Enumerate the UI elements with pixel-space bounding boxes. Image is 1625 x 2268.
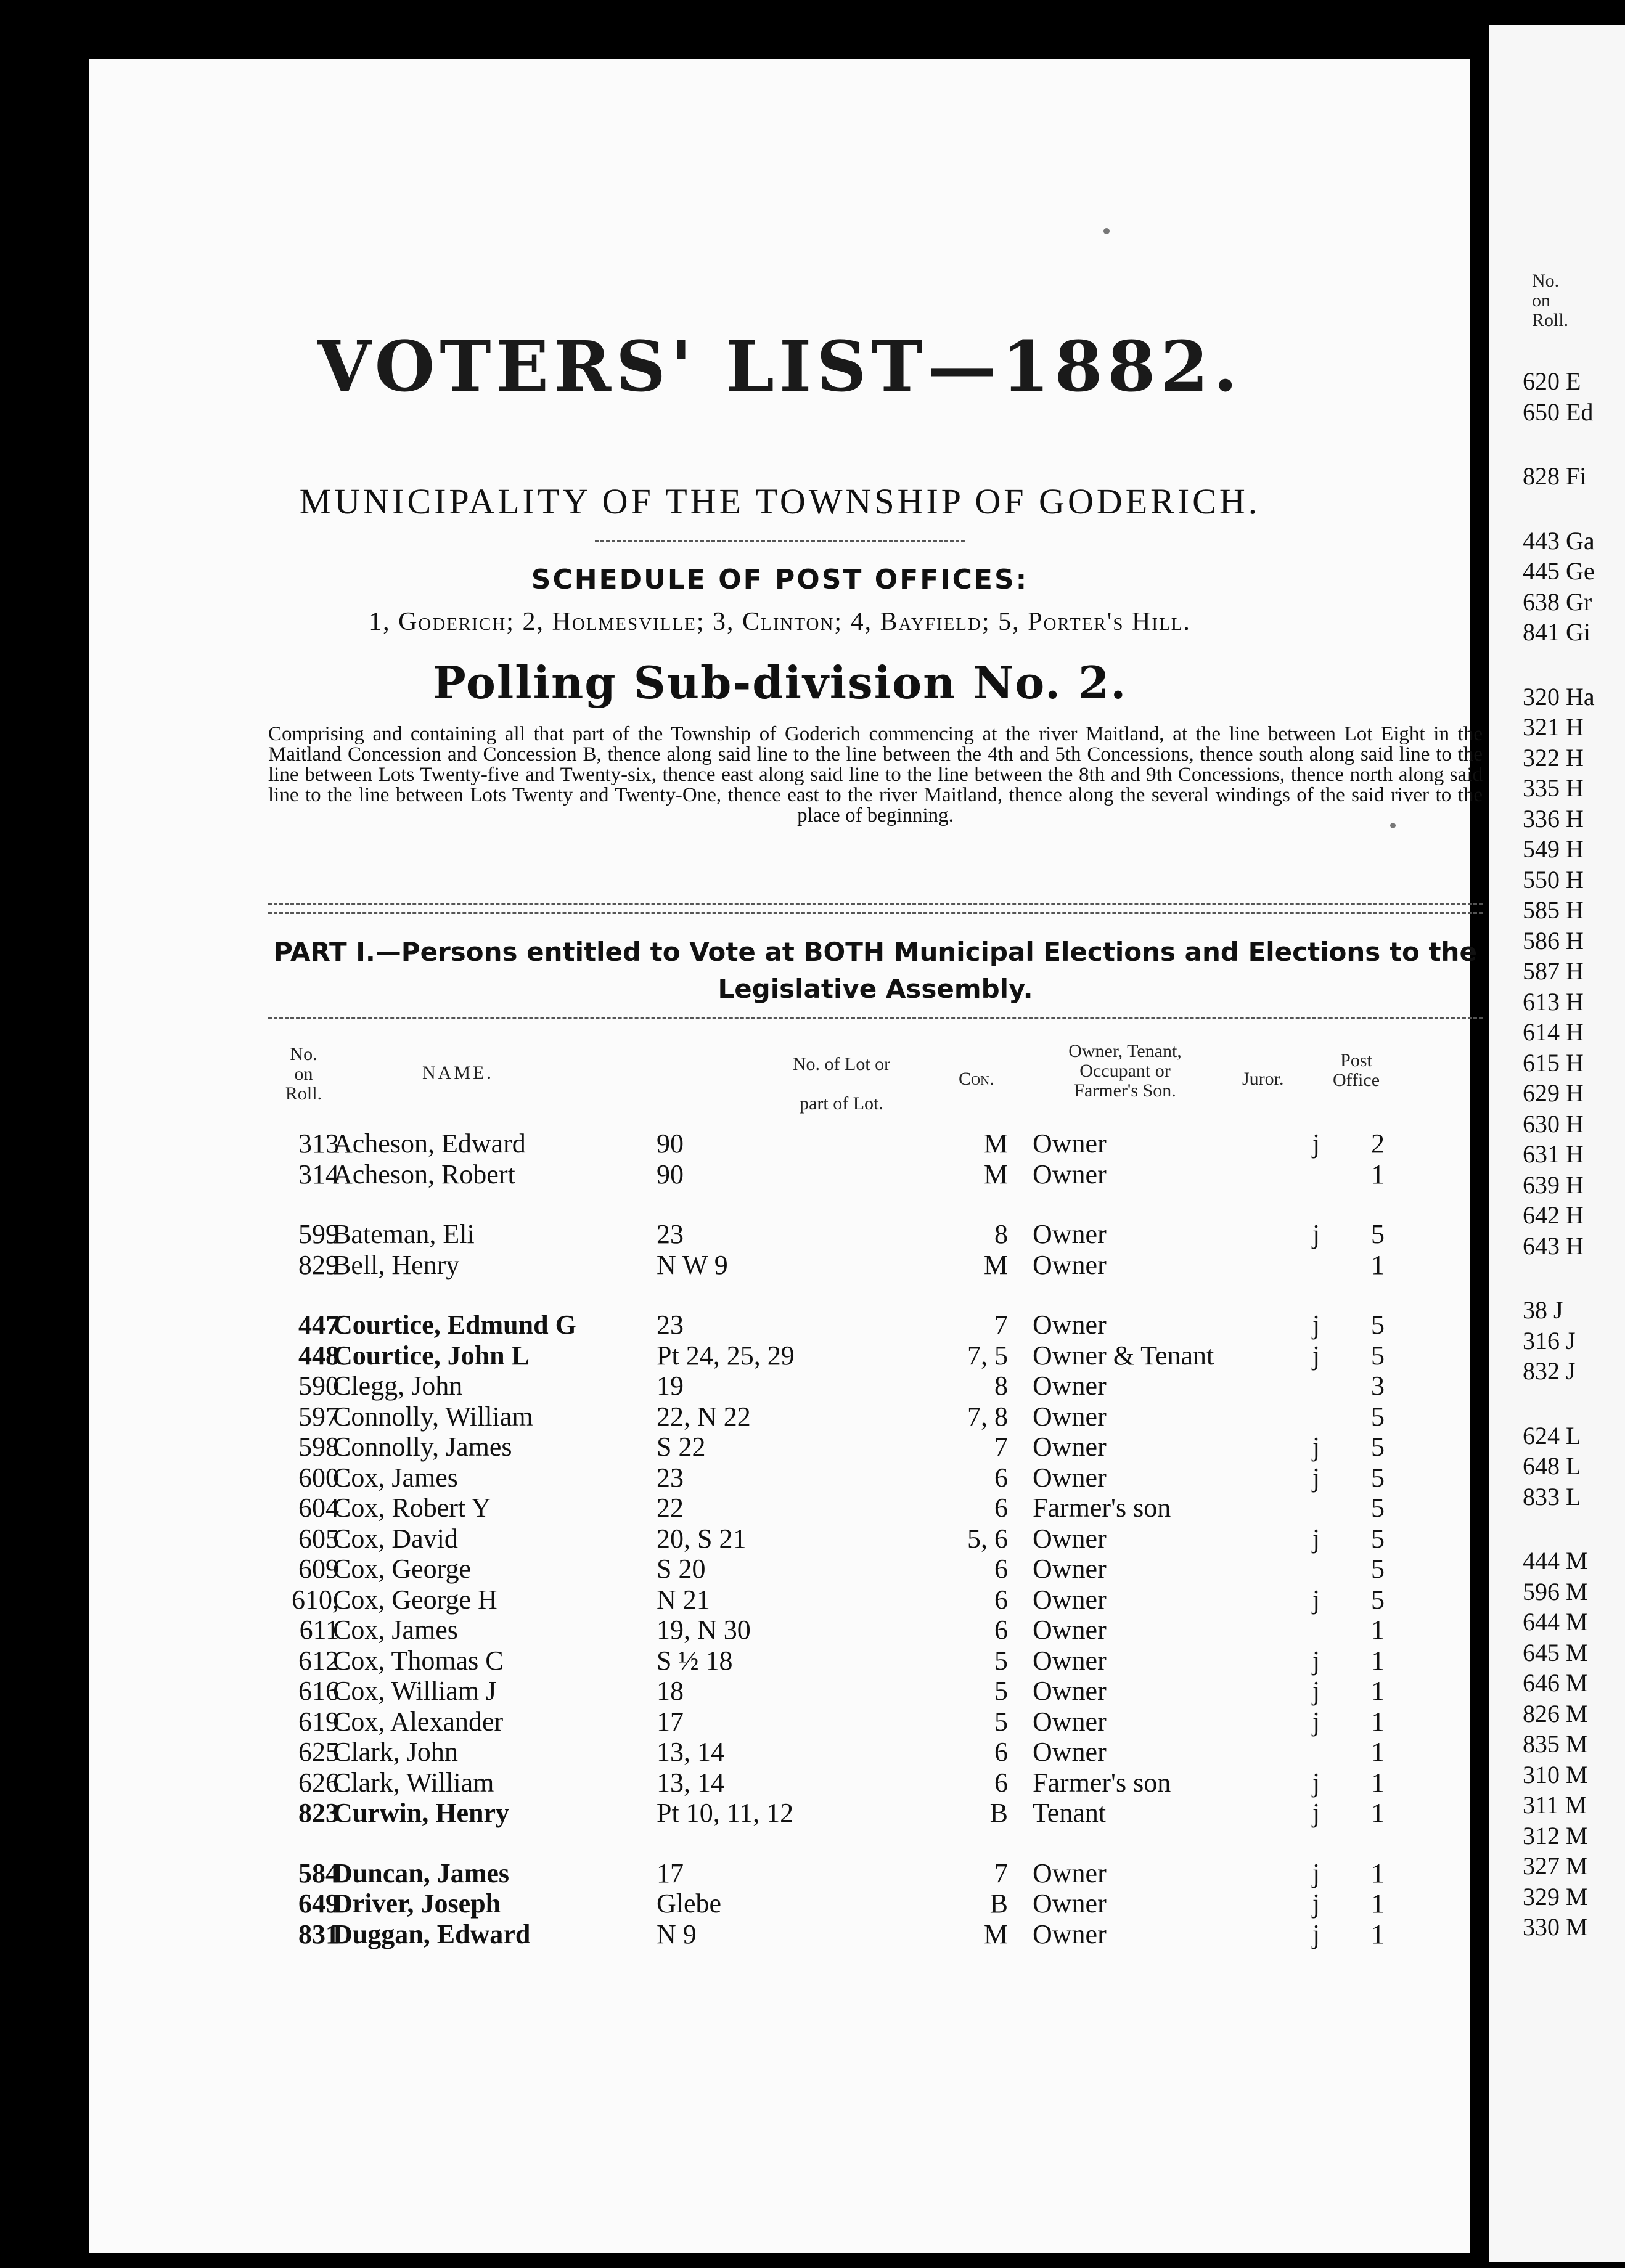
lot-number: 17 xyxy=(657,1858,684,1888)
juror-mark: j xyxy=(1312,1585,1320,1615)
adjacent-header xyxy=(1532,271,1568,330)
owner-status: Owner xyxy=(1033,1676,1107,1706)
header-con: Con. xyxy=(959,1069,994,1089)
owner-status: Owner xyxy=(1033,1888,1107,1919)
lot-number: S ½ 18 xyxy=(657,1646,733,1676)
roll-number: 616 xyxy=(298,1676,339,1706)
concession: 6 xyxy=(994,1554,1008,1584)
concession: M xyxy=(983,1919,1008,1949)
table-row xyxy=(89,1675,1470,1706)
lot-number: 13, 14 xyxy=(657,1768,724,1798)
voter-name: Bateman, Eli xyxy=(333,1219,475,1249)
table-row xyxy=(89,1340,1470,1371)
concession: 7 xyxy=(994,1858,1008,1888)
table-row xyxy=(89,1309,1470,1340)
roll-number: 597 xyxy=(298,1401,339,1432)
concession: 5 xyxy=(994,1707,1008,1737)
owner-status: Owner xyxy=(1033,1219,1107,1249)
owner-status: Owner xyxy=(1033,1310,1107,1340)
boundary-description: Comprising and containing all that part of the Township of Goderich commencing at the river Maitland, at the line between Lot Eight in the Maitland Concession and Concession B, thence along said line to the line between the 4th and 5th Concessions, thence south along said line to the line between Lots Twenty-five and Twenty-six, thence east along said line to the line between the 8th and 9th Concessions, thence north along said line to the line between Lots Twenty and Twenty-One, thence east to the river Maitland, thence along the several windings of the said river to the place of beginning. xyxy=(268,723,1483,826)
roll-number: 605 xyxy=(298,1524,339,1554)
header-text: Office xyxy=(1332,1070,1380,1090)
concession: 6 xyxy=(994,1462,1008,1493)
voter-name: Clark, John xyxy=(333,1737,458,1767)
juror-mark: j xyxy=(1312,1768,1320,1798)
concession: 8 xyxy=(994,1371,1008,1401)
adjacent-roll-entry: 645 M xyxy=(1523,1639,1588,1666)
post-office-number: 1 xyxy=(1371,1737,1385,1767)
roll-number: 313 xyxy=(298,1128,339,1159)
voter-name: Cox, William J xyxy=(333,1676,497,1706)
adjacent-roll-entry: 828 Fi xyxy=(1523,462,1587,490)
adjacent-roll-entry: 329 M xyxy=(1523,1883,1588,1911)
post-office-number: 1 xyxy=(1371,1676,1385,1706)
owner-status: Owner xyxy=(1033,1401,1107,1432)
table-row xyxy=(89,1249,1470,1280)
table-row xyxy=(89,1492,1470,1523)
concession: B xyxy=(989,1888,1008,1919)
roll-number: 829 xyxy=(298,1250,339,1280)
post-office-number: 5 xyxy=(1371,1524,1385,1554)
post-office-number: 5 xyxy=(1371,1554,1385,1584)
roll-number: 314 xyxy=(298,1159,339,1189)
post-office-number: 2 xyxy=(1371,1128,1385,1159)
owner-status: Owner xyxy=(1033,1250,1107,1280)
adjacent-roll-entry: 615 H xyxy=(1523,1049,1584,1077)
voter-name: Curwin, Henry xyxy=(333,1798,509,1828)
table-row xyxy=(89,1431,1470,1462)
concession: 6 xyxy=(994,1615,1008,1645)
header-text: Farmer's Son. xyxy=(1074,1080,1176,1101)
post-office-number: 1 xyxy=(1371,1707,1385,1737)
adjacent-roll-entry: 624 L xyxy=(1523,1422,1581,1450)
polling-subdivision-title: Polling Sub-division No. 2. xyxy=(432,656,1128,709)
post-office-number: 5 xyxy=(1371,1340,1385,1371)
voter-name: Driver, Joseph xyxy=(333,1888,501,1919)
voter-name: Cox, Alexander xyxy=(333,1707,504,1737)
lot-number: 23 xyxy=(657,1310,684,1340)
juror-mark: j xyxy=(1312,1432,1320,1462)
lot-number: 19, N 30 xyxy=(657,1615,751,1645)
voter-name: Connolly, William xyxy=(333,1401,533,1432)
divider xyxy=(268,1017,1483,1019)
owner-status: Owner xyxy=(1033,1615,1107,1645)
adjacent-roll-entry: 630 H xyxy=(1523,1110,1584,1138)
table-row xyxy=(89,1370,1470,1401)
table-row xyxy=(89,1736,1470,1767)
voter-name: Courtice, Edmund G xyxy=(333,1310,576,1340)
roll-number: 447 xyxy=(298,1310,339,1340)
adjacent-roll-entry: 631 H xyxy=(1523,1140,1584,1168)
lot-number: 23 xyxy=(657,1462,684,1493)
owner-status: Owner xyxy=(1033,1737,1107,1767)
concession: M xyxy=(983,1159,1008,1189)
adjacent-roll-entry: 833 L xyxy=(1523,1483,1581,1511)
divider xyxy=(268,912,1483,914)
roll-number: 612 xyxy=(298,1646,339,1676)
adjacent-roll-entry: 642 H xyxy=(1523,1201,1584,1229)
owner-status: Tenant xyxy=(1033,1798,1107,1828)
table-row xyxy=(89,1128,1470,1159)
adjacent-roll-entry: 586 H xyxy=(1523,927,1584,955)
adjacent-roll-entry: 620 E xyxy=(1523,367,1581,395)
roll-number: 599 xyxy=(298,1219,339,1249)
adjacent-roll-entry: 639 H xyxy=(1523,1171,1584,1199)
adjacent-roll-entry: 549 H xyxy=(1523,835,1584,863)
header-text: on xyxy=(294,1064,313,1084)
header-text: Owner, Tenant, xyxy=(1068,1041,1182,1061)
schedule-heading: SCHEDULE OF POST OFFICES: xyxy=(531,564,1029,595)
adjacent-roll-entry: 327 M xyxy=(1523,1852,1588,1880)
header-name: NAME. xyxy=(422,1063,494,1083)
post-office-number: 5 xyxy=(1371,1585,1385,1615)
voter-name: Bell, Henry xyxy=(333,1250,460,1280)
lot-number: 90 xyxy=(657,1128,684,1159)
adjacent-roll-entry: 321 H xyxy=(1523,713,1584,741)
owner-status: Owner xyxy=(1033,1707,1107,1737)
table-row xyxy=(89,1645,1470,1676)
owner-status: Farmer's son xyxy=(1033,1493,1171,1523)
juror-mark: j xyxy=(1312,1858,1320,1888)
adjacent-roll-entry: 310 M xyxy=(1523,1761,1588,1789)
post-office-number: 1 xyxy=(1371,1798,1385,1828)
roll-number: 823 xyxy=(298,1798,339,1828)
voter-name: Connolly, James xyxy=(333,1432,512,1462)
post-office-number: 5 xyxy=(1371,1219,1385,1249)
lot-number: N W 9 xyxy=(657,1250,728,1280)
table-row xyxy=(89,1401,1470,1432)
adjacent-roll-entry: 336 H xyxy=(1523,805,1584,833)
table-row xyxy=(89,1888,1470,1919)
post-office-number: 5 xyxy=(1371,1493,1385,1523)
juror-mark: j xyxy=(1312,1646,1320,1676)
owner-status: Owner xyxy=(1033,1919,1107,1949)
header-text: No. xyxy=(1532,271,1560,291)
post-office-number: 5 xyxy=(1371,1401,1385,1432)
adjacent-roll-entry: 650 Ed xyxy=(1523,398,1594,426)
adjacent-roll-entry: 585 H xyxy=(1523,896,1584,924)
header-juror: Juror. xyxy=(1242,1069,1284,1089)
owner-status: Owner xyxy=(1033,1462,1107,1493)
concession: B xyxy=(989,1798,1008,1828)
post-office-number: 5 xyxy=(1371,1462,1385,1493)
adjacent-roll-entry: 826 M xyxy=(1523,1700,1588,1728)
header-text: part of Lot. xyxy=(800,1093,883,1114)
lot-number: 22, N 22 xyxy=(657,1401,751,1432)
voter-name: Cox, Thomas C xyxy=(333,1646,504,1676)
voter-name: Acheson, Edward xyxy=(333,1128,526,1159)
lot-number: Glebe xyxy=(657,1888,722,1919)
post-office-number: 1 xyxy=(1371,1888,1385,1919)
concession: 7, 8 xyxy=(967,1401,1008,1432)
juror-mark: j xyxy=(1312,1798,1320,1828)
post-office-number: 1 xyxy=(1371,1250,1385,1280)
juror-mark: j xyxy=(1312,1676,1320,1706)
adjacent-roll-entry: 550 H xyxy=(1523,866,1584,894)
lot-number: 19 xyxy=(657,1371,684,1401)
table-row xyxy=(89,1919,1470,1949)
adjacent-roll-entry: 335 H xyxy=(1523,774,1584,802)
header-owner-tenant xyxy=(1014,1042,1236,1101)
voter-name: Cox, George H xyxy=(333,1585,497,1615)
concession: M xyxy=(983,1250,1008,1280)
owner-status: Owner xyxy=(1033,1524,1107,1554)
post-office-number: 5 xyxy=(1371,1310,1385,1340)
concession: M xyxy=(983,1128,1008,1159)
roll-number: 831 xyxy=(298,1919,339,1949)
roll-number: 598 xyxy=(298,1432,339,1462)
lot-number: 13, 14 xyxy=(657,1737,724,1767)
header-no-on-roll xyxy=(268,1045,339,1104)
adjacent-roll-entry: 443 Ga xyxy=(1523,527,1595,555)
juror-mark: j xyxy=(1312,1524,1320,1554)
post-office-number: 1 xyxy=(1371,1858,1385,1888)
lot-number: 90 xyxy=(657,1159,684,1189)
post-office-number: 3 xyxy=(1371,1371,1385,1401)
voter-name: Clegg, John xyxy=(333,1371,463,1401)
header-text: Occupant or xyxy=(1079,1061,1171,1081)
table-row xyxy=(89,1706,1470,1737)
roll-number: 609 xyxy=(298,1554,339,1584)
owner-status: Owner xyxy=(1033,1554,1107,1584)
header-text: Post xyxy=(1340,1050,1372,1071)
adjacent-roll-entry: 614 H xyxy=(1523,1018,1584,1046)
adjacent-roll-entry: 841 Gi xyxy=(1523,618,1590,646)
post-office-number: 1 xyxy=(1371,1646,1385,1676)
post-office-number: 1 xyxy=(1371,1919,1385,1949)
adjacent-roll-entry: 835 M xyxy=(1523,1730,1588,1758)
juror-mark: j xyxy=(1312,1340,1320,1371)
adjacent-roll-entry: 587 H xyxy=(1523,957,1584,985)
roll-number: 600 xyxy=(298,1462,339,1493)
adjacent-roll-entry: 38 J xyxy=(1523,1296,1563,1324)
concession: 6 xyxy=(994,1737,1008,1767)
header-lot xyxy=(761,1045,922,1124)
adjacent-roll-entry: 316 J xyxy=(1523,1327,1576,1355)
table-row xyxy=(89,1614,1470,1645)
table-row xyxy=(89,1159,1470,1189)
adjacent-page-edge xyxy=(1489,25,1625,2262)
owner-status: Farmer's son xyxy=(1033,1768,1171,1798)
table-row xyxy=(89,1462,1470,1493)
juror-mark: j xyxy=(1312,1888,1320,1919)
voter-name: Duncan, James xyxy=(333,1858,510,1888)
table-row xyxy=(89,1767,1470,1798)
concession: 5 xyxy=(994,1646,1008,1676)
header-text: No. of Lot or xyxy=(792,1054,891,1074)
paper-speck xyxy=(1103,228,1110,234)
owner-status: Owner xyxy=(1033,1858,1107,1888)
concession: 6 xyxy=(994,1493,1008,1523)
juror-mark: j xyxy=(1312,1310,1320,1340)
lot-number: 18 xyxy=(657,1676,684,1706)
adjacent-roll-entry: 312 M xyxy=(1523,1822,1588,1850)
table-row xyxy=(89,1523,1470,1554)
juror-mark: j xyxy=(1312,1707,1320,1737)
adjacent-roll-entry: 644 M xyxy=(1523,1608,1588,1636)
adjacent-roll-entry: 648 L xyxy=(1523,1452,1581,1480)
voter-name: Cox, Robert Y xyxy=(333,1493,491,1523)
table-row xyxy=(89,1858,1470,1888)
adjacent-roll-entry: 444 M xyxy=(1523,1547,1588,1575)
lot-number: N 9 xyxy=(657,1919,697,1949)
adjacent-roll-entry: 445 Ge xyxy=(1523,557,1595,585)
concession: 6 xyxy=(994,1585,1008,1615)
page-title: VOTERS' LIST—1882. xyxy=(317,327,1243,407)
table-row xyxy=(89,1584,1470,1615)
lot-number: 23 xyxy=(657,1219,684,1249)
owner-status: Owner xyxy=(1033,1585,1107,1615)
divider xyxy=(268,903,1483,905)
schedule-text: 1, Goderich; 2, Holmesville; 3, Clinton; 4, Bayfield; 5, Porter's Hill. xyxy=(369,608,1191,636)
header-text: No. xyxy=(290,1044,317,1064)
concession: 8 xyxy=(994,1219,1008,1249)
adjacent-roll-entry: 320 Ha xyxy=(1523,683,1595,711)
owner-status: Owner xyxy=(1033,1128,1107,1159)
voter-name: Cox, George xyxy=(333,1554,472,1584)
divider xyxy=(595,540,965,542)
roll-number: 590 xyxy=(298,1371,339,1401)
roll-number: 626 xyxy=(298,1768,339,1798)
owner-status: Owner & Tenant xyxy=(1033,1340,1214,1371)
post-office-number: 5 xyxy=(1371,1432,1385,1462)
concession: 7, 5 xyxy=(967,1340,1008,1371)
adjacent-roll-entry: 832 J xyxy=(1523,1357,1576,1385)
roll-number: 625 xyxy=(298,1737,339,1767)
roll-number: 448 xyxy=(298,1340,339,1371)
juror-mark: j xyxy=(1312,1919,1320,1949)
header-text: Roll. xyxy=(1532,310,1569,330)
voter-name: Duggan, Edward xyxy=(333,1919,531,1949)
part-heading: PART I.—Persons entitled to Vote at BOTH Municipal Elections and Elections to the Legislative Assembly. xyxy=(274,937,1477,1004)
juror-mark: j xyxy=(1312,1462,1320,1493)
lot-number: Pt 24, 25, 29 xyxy=(657,1340,795,1371)
voters-list-page xyxy=(89,59,1483,2253)
lot-number: S 20 xyxy=(657,1554,706,1584)
juror-mark: j xyxy=(1312,1219,1320,1249)
lot-number: S 22 xyxy=(657,1432,706,1462)
roll-number: 619 xyxy=(298,1707,339,1737)
adjacent-roll-entry: 629 H xyxy=(1523,1079,1584,1107)
post-office-number: 1 xyxy=(1371,1768,1385,1798)
municipality-heading: MUNICIPALITY OF THE TOWNSHIP OF GODERICH. xyxy=(299,481,1261,521)
adjacent-roll-entry: 596 M xyxy=(1523,1578,1588,1605)
adjacent-roll-entry: 613 H xyxy=(1523,988,1584,1016)
adjacent-roll-entry: 643 H xyxy=(1523,1232,1584,1260)
owner-status: Owner xyxy=(1033,1646,1107,1676)
post-office-number: 1 xyxy=(1371,1159,1385,1189)
voter-name: Courtice, John L xyxy=(333,1340,530,1371)
concession: 5, 6 xyxy=(967,1524,1008,1554)
juror-mark: j xyxy=(1312,1128,1320,1159)
lot-number: 20, S 21 xyxy=(657,1524,747,1554)
table-row xyxy=(89,1218,1470,1249)
lot-number: N 21 xyxy=(657,1585,710,1615)
voter-name: Clark, William xyxy=(333,1768,494,1798)
voter-name: Cox, James xyxy=(333,1615,458,1645)
owner-status: Owner xyxy=(1033,1432,1107,1462)
table-row xyxy=(89,1553,1470,1584)
lot-number: 17 xyxy=(657,1707,684,1737)
lot-number: 22 xyxy=(657,1493,684,1523)
roll-number: 611 xyxy=(299,1615,339,1645)
roll-number: 649 xyxy=(298,1888,339,1919)
adjacent-roll-entry: 311 M xyxy=(1523,1791,1587,1819)
owner-status: Owner xyxy=(1033,1159,1107,1189)
adjacent-roll-entry: 330 M xyxy=(1523,1913,1588,1941)
post-office-number: 1 xyxy=(1371,1615,1385,1645)
concession: 7 xyxy=(994,1432,1008,1462)
table-row xyxy=(89,1797,1470,1828)
adjacent-roll-entry: 646 M xyxy=(1523,1669,1588,1697)
voter-name: Cox, David xyxy=(333,1524,458,1554)
header-text: Roll. xyxy=(285,1083,322,1104)
header-post-office xyxy=(1322,1051,1390,1090)
header-text: on xyxy=(1532,290,1550,311)
voter-name: Acheson, Robert xyxy=(333,1159,515,1189)
lot-number: Pt 10, 11, 12 xyxy=(657,1798,794,1828)
voter-name: Cox, James xyxy=(333,1462,458,1493)
roll-number: 604 xyxy=(298,1493,339,1523)
concession: 5 xyxy=(994,1676,1008,1706)
paper-speck xyxy=(1390,823,1396,828)
owner-status: Owner xyxy=(1033,1371,1107,1401)
concession: 7 xyxy=(994,1310,1008,1340)
adjacent-roll-entry: 322 H xyxy=(1523,744,1584,772)
roll-number: 610, xyxy=(292,1585,339,1615)
adjacent-roll-entry: 638 Gr xyxy=(1523,588,1592,616)
concession: 6 xyxy=(994,1768,1008,1798)
roll-number: 584 xyxy=(298,1858,339,1888)
